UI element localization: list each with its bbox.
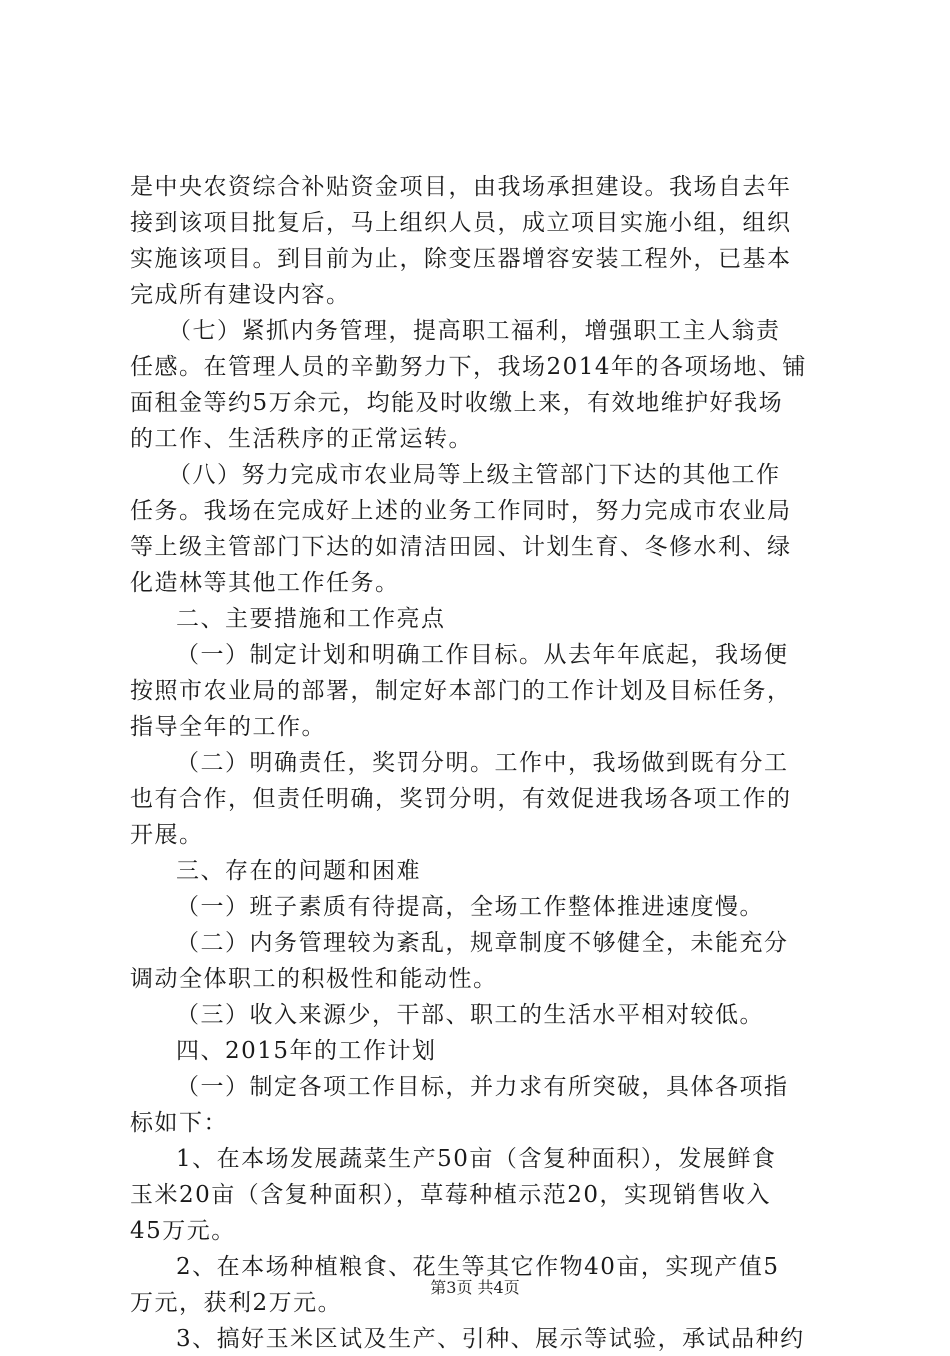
text-line: 面租金等约5万余元，均能及时收缴上来，有效地维护好我场 [130,390,784,416]
text-line: 指导全年的工作。 [130,714,326,740]
text-line: 接到该项目批复后，马上组织人员，成立项目实施小组，组织 [130,210,792,236]
text-line: 按照市农业局的部署，制定好本部门的工作计划及目标任务， [130,678,792,704]
text-line: （七）紧抓内务管理，提高职工福利，增强职工主人翁责 [168,318,781,344]
text-line: 2、在本场种植粮食、花生等其它作物40亩，实现产值5 [176,1254,780,1280]
section-heading: 三、存在的问题和困难 [176,858,421,884]
text-line: 调动全体职工的积极性和能动性。 [130,966,498,992]
text-line: 的工作、生活秩序的正常运转。 [130,426,473,452]
text-line: 标如下： [130,1110,228,1136]
text-line: 1、在本场发展蔬菜生产50亩（含复种面积），发展鲜食 [176,1146,777,1172]
text-line: 玉米20亩（含复种面积），草莓种植示范20，实现销售收入 [130,1182,772,1208]
text-line: 任务。我场在完成好上述的业务工作同时，努力完成市农业局 [130,498,792,524]
text-line: （二）明确责任，奖罚分明。工作中，我场做到既有分工 [176,750,789,776]
text-line: 化造林等其他工作任务。 [130,570,400,596]
text-line: （八）努力完成市农业局等上级主管部门下达的其他工作 [168,462,781,488]
text-line: （二）内务管理较为紊乱，规章制度不够健全，未能充分 [176,930,789,956]
text-line: （一）班子素质有待提高，全场工作整体推进速度慢。 [176,894,764,920]
text-line: 开展。 [130,822,204,848]
text-line: （一）制定各项工作目标，并力求有所突破，具体各项指 [176,1074,789,1100]
text-line: （一）制定计划和明确工作目标。从去年年底起，我场便 [176,642,789,668]
section-heading: 二、主要措施和工作亮点 [176,606,446,632]
section-heading: 四、2015年的工作计划 [176,1038,437,1064]
text-line: 也有合作，但责任明确，奖罚分明，有效促进我场各项工作的 [130,786,792,812]
text-line: 45万元。 [130,1218,236,1244]
page-footer: 第3页 共4页 [430,1278,520,1297]
text-line: （三）收入来源少，干部、职工的生活水平相对较低。 [176,1002,764,1028]
text-line: 是中央农资综合补贴资金项目，由我场承担建设。我场自去年 [130,174,792,200]
text-line: 等上级主管部门下达的如清洁田园、计划生育、冬修水利、绿 [130,534,792,560]
text-line: 任感。在管理人员的辛勤努力下，我场2014年的各项场地、铺 [130,354,808,380]
text-line: 完成所有建设内容。 [130,282,351,308]
text-line: 3、搞好玉米区试及生产、引种、展示等试验，承试品种约 [176,1326,805,1352]
text-line: 实施该项目。到目前为止，除变压器增容安装工程外，已基本 [130,246,792,272]
text-line: 万元，获利2万元。 [130,1290,343,1316]
